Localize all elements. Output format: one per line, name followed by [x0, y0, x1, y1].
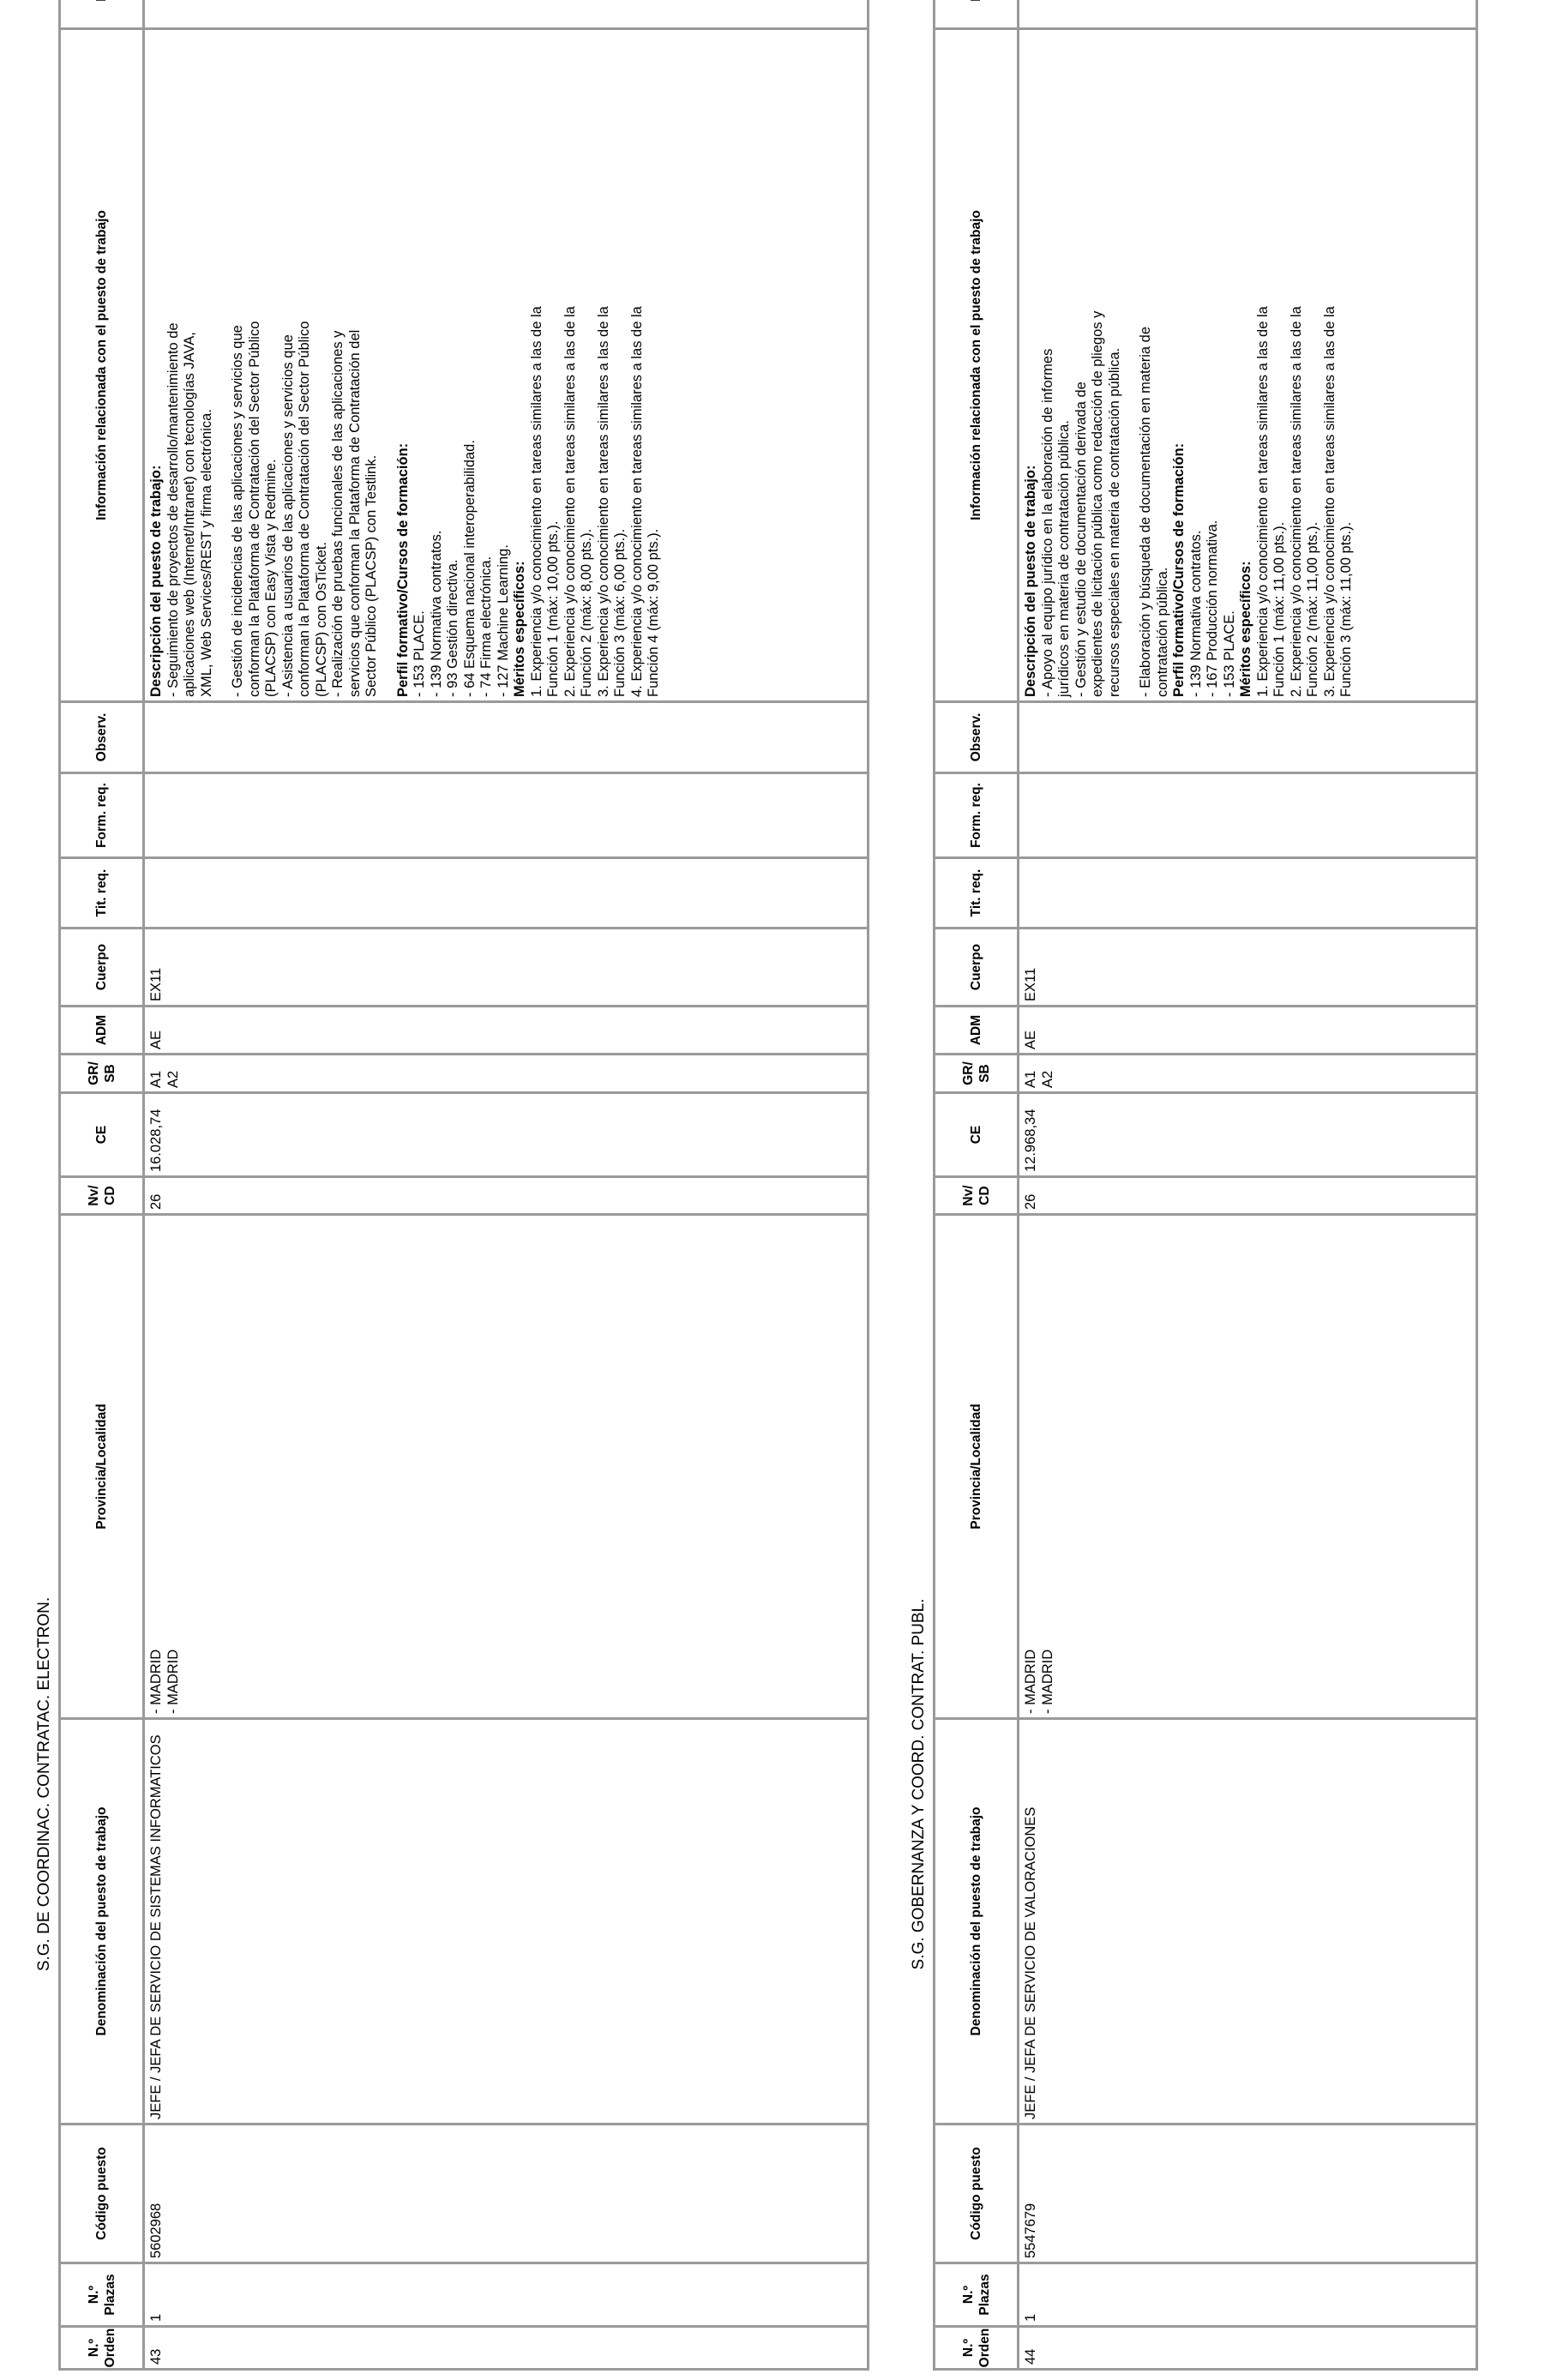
header-tit: Tit. req. [935, 858, 1019, 929]
info-line: XML, Web Services/REST y firma electrónica. [198, 409, 214, 697]
cell-me [144, 0, 869, 29]
cell-ce: 12.968,34 [1019, 1093, 1477, 1177]
header-cuerpo: Cuerpo [935, 929, 1019, 1007]
meritos-list [1255, 33, 1356, 697]
info-line: 2. Experiencia y/o conocimiento en tareas similares a las de la [1288, 306, 1304, 697]
desc-list [1040, 33, 1172, 697]
perfil-title: Perfil formativo/Cursos de formación: [1171, 442, 1187, 697]
info-line [215, 33, 230, 697]
info-line: (PLACSP) con Easy Vista y Redmine. [263, 459, 279, 697]
provincia-line: - MADRID [1039, 1649, 1055, 1714]
cell-nivel: 26 [1019, 1177, 1477, 1215]
info-line: servicios que conforman la Plataforma de Contratación del [346, 329, 363, 697]
meritos-title: Méritos específicos: [1238, 561, 1253, 697]
info-line: - Apoyo al equipo jurídico en la elaboración de informes [1039, 348, 1055, 697]
info-line: - Seguimiento de proyectos de desarrollo/mantenimiento de [165, 322, 181, 697]
info-line: - Elaboración y búsqueda de documentación en materia de [1138, 326, 1153, 697]
info-line: - 64 Esquema nacional interoperabilidad. [461, 440, 478, 697]
header-info: Información relacionada con el puesto de trabajo [60, 29, 144, 702]
info-line: conforman la Plataforma de Contratación del Sector Público [246, 321, 262, 697]
cell-codigo: 5547679 [1019, 2125, 1477, 2263]
cell-adm: AE [1019, 1007, 1477, 1055]
meritos-list [529, 33, 663, 697]
cell-form [1019, 773, 1477, 858]
header-info: Información relacionada con el puesto de trabajo [935, 29, 1019, 702]
info-line: - 167 Producción normativa. [1205, 520, 1220, 697]
header-orden: N.º Orden [60, 2327, 144, 2370]
info-line: - 153 PLACE. [412, 610, 427, 697]
info-line: Sector Público (PLACSP) con Testlink. [364, 454, 379, 697]
positions-table [58, 0, 869, 2371]
info-line: jurídicos en materia de contratación pública. [1056, 420, 1072, 697]
info-line: - 74 Firma electrónica. [478, 556, 494, 697]
info-line: 2. Experiencia y/o conocimiento en tareas similares a las de la [562, 306, 578, 697]
header-grupo: GR/ SB [935, 1055, 1019, 1093]
header-observ: Observ. [60, 702, 144, 773]
info-line: Función 2 (máx: 8,00 pts.). [579, 528, 594, 697]
info-line: - Gestión de incidencias de las aplicaciones y servicios que [230, 325, 245, 697]
meritos-title: Méritos específicos: [512, 561, 527, 697]
cell-cuerpo: EX11 [1019, 929, 1477, 1007]
info-line: 3. Experiencia y/o conocimiento en tareas similares a las de la [595, 306, 611, 697]
provincia-line: - MADRID [148, 1649, 164, 1714]
info-line: - Asistencia a usuarios de las aplicaciones y servicios que [280, 334, 296, 697]
cell-grupo [144, 1055, 869, 1093]
cell-nivel: 26 [144, 1177, 869, 1215]
info-line: 1. Experiencia y/o conocimiento en tareas similares a las de la [528, 306, 544, 697]
header-orden: N.º Orden [935, 2327, 1019, 2370]
info-line: 4. Experiencia y/o conocimiento en tareas similares a las de la [628, 306, 645, 697]
header-adm: ADM [935, 1007, 1019, 1055]
info-line: Función 2 (máx: 11,00 pts.). [1305, 521, 1320, 697]
header-me [935, 0, 1019, 29]
cell-provincia [144, 1215, 869, 1719]
header-form: Form. req. [935, 773, 1019, 858]
header-plazas: N.º Plazas [935, 2263, 1019, 2327]
provincia-line: - MADRID [1023, 1649, 1038, 1714]
cell-provincia [1019, 1215, 1477, 1719]
desc-title: Descripción del puesto de trabajo: [1023, 465, 1038, 697]
header-tit: Tit. req. [60, 858, 144, 929]
cell-info [144, 29, 869, 702]
grupo-line: A2 [1039, 1070, 1055, 1088]
cell-plazas: 1 [1019, 2263, 1477, 2327]
info-line: - 153 PLACE. [1221, 610, 1237, 697]
info-line: recursos especiales en materia de contratación pública. [1106, 347, 1122, 697]
cell-plazas: 1 [144, 2263, 869, 2327]
cell-codigo: 5602968 [144, 2125, 869, 2263]
perfil-list [1188, 33, 1239, 697]
cell-orden: 43 [144, 2327, 869, 2370]
section-title: S.G. GOBERNANZA Y COORD. CONTRAT. PUBL. [910, 1598, 928, 1970]
info-line: contratación pública. [1154, 567, 1170, 697]
table-header-row [60, 0, 144, 2370]
grupo-line: A1 [1023, 1070, 1038, 1088]
info-line: Función 3 (máx: 6,00 pts.). [612, 528, 628, 697]
header-adm: ADM [60, 1007, 144, 1055]
cell-observ [1019, 702, 1477, 773]
positions-table [933, 0, 1478, 2371]
info-line: conforman la Plataforma de Contratación del Sector Público [297, 321, 312, 697]
cell-cuerpo: EX11 [144, 929, 869, 1007]
header-provincia: Provincia/Localidad [935, 1215, 1019, 1719]
info-line: - 93 Gestión directiva. [445, 559, 460, 697]
header-denominacion: Denominación del puesto de trabajo [60, 1719, 144, 2125]
header-denominacion: Denominación del puesto de trabajo [935, 1719, 1019, 2125]
info-line: Función 1 (máx: 11,00 pts.). [1271, 521, 1287, 697]
perfil-list [412, 33, 512, 697]
grupo-line: A2 [165, 1070, 181, 1088]
cell-denominacion: JEFE / JEFA DE SERVICIO DE SISTEMAS INFORMATICOS [144, 1719, 869, 2125]
cell-orden: 44 [1019, 2327, 1477, 2370]
table-header-row [935, 0, 1019, 2370]
info-line: - Gestión y estudio de documentación derivada de [1073, 382, 1089, 697]
cell-observ [144, 702, 869, 773]
cell-info [1019, 29, 1477, 702]
info-line: - Realización de pruebas funcionales de las aplicaciones y [330, 330, 346, 697]
info-line [1123, 33, 1138, 697]
info-line: Función 3 (máx: 11,00 pts.). [1338, 521, 1354, 697]
info-line [381, 33, 395, 697]
cell-form [144, 773, 869, 858]
info-line: - 139 Normativa contratos. [1187, 530, 1204, 697]
header-form: Form. req. [60, 773, 144, 858]
header-codigo: Código puesto [60, 2125, 144, 2263]
cell-tit [1019, 858, 1477, 929]
cell-denominacion: JEFE / JEFA DE SERVICIO DE VALORACIONES [1019, 1719, 1477, 2125]
info-line: aplicaciones web (Internet/Intranet) con tecnologías JAVA, [182, 332, 197, 697]
cell-grupo [1019, 1055, 1477, 1093]
info-line: expedientes de licitación pública como redacción de pliegos y [1090, 310, 1105, 697]
header-me [60, 0, 144, 29]
provincia-line: - MADRID [165, 1649, 181, 1714]
header-grupo: GR/ SB [60, 1055, 144, 1093]
desc-list [165, 33, 395, 697]
header-observ: Observ. [935, 702, 1019, 773]
cell-adm: AE [144, 1007, 869, 1055]
cell-me [1019, 0, 1477, 29]
header-codigo: Código puesto [935, 2125, 1019, 2263]
info-line: - 127 Machine Learning. [495, 544, 511, 697]
header-provincia: Provincia/Localidad [60, 1215, 144, 1719]
table-row [1019, 0, 1477, 2370]
header-ce: CE [935, 1093, 1019, 1177]
info-line: Función 4 (máx: 9,00 pts.). [646, 528, 661, 697]
info-line: Función 1 (máx: 10,00 pts.). [545, 520, 561, 697]
header-nivel: Nv/ CD [60, 1177, 144, 1215]
header-plazas: N.º Plazas [60, 2263, 144, 2327]
table-row [144, 0, 869, 2370]
desc-title: Descripción del puesto de trabajo: [148, 465, 164, 697]
info-line: 1. Experiencia y/o conocimiento en tareas similares a las de la [1254, 306, 1271, 697]
info-line: (PLACSP) con OsTicket. [313, 542, 329, 697]
header-ce: CE [60, 1093, 144, 1177]
cell-ce: 16.028,74 [144, 1093, 869, 1177]
grupo-line: A1 [148, 1070, 164, 1088]
perfil-title: Perfil formativo/Cursos de formación: [394, 442, 411, 697]
header-cuerpo: Cuerpo [60, 929, 144, 1007]
info-line: 3. Experiencia y/o conocimiento en tareas similares a las de la [1321, 306, 1338, 697]
header-nivel: Nv/ CD [935, 1177, 1019, 1215]
section-title: S.G. DE COORDINAC. CONTRATAC. ELECTRON. [35, 1596, 53, 1972]
info-line: - 139 Normativa contratos. [428, 530, 444, 697]
cell-tit [144, 858, 869, 929]
